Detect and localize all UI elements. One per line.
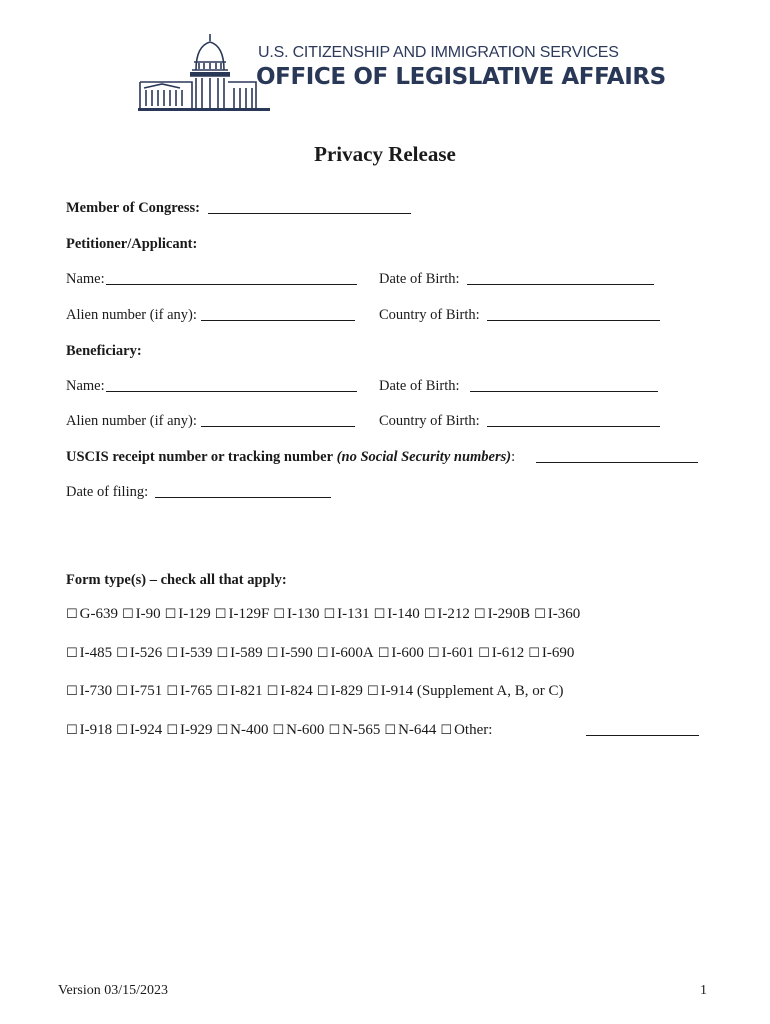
petitioner-dob-field[interactable]	[467, 271, 654, 285]
checkbox-icon[interactable]: ☐	[216, 723, 229, 738]
form-type-option[interactable]	[216, 722, 270, 738]
form-type-label: I-130	[286, 606, 320, 622]
form-type-option[interactable]	[116, 722, 164, 738]
checkbox-icon[interactable]: ☐	[384, 723, 397, 738]
form-type-option[interactable]	[216, 645, 264, 661]
beneficiary-heading: Beneficiary:	[66, 343, 142, 359]
form-type-label: Other:	[454, 722, 493, 738]
page-title: Privacy Release	[314, 142, 456, 166]
form-type-row-1	[66, 606, 584, 623]
form-type-option[interactable]	[534, 606, 582, 622]
form-type-label: I-751	[129, 683, 163, 699]
checkbox-icon[interactable]: ☐	[377, 646, 390, 661]
form-type-label: I-526	[129, 645, 163, 661]
checkbox-icon[interactable]: ☐	[272, 723, 285, 738]
checkbox-icon[interactable]: ☐	[534, 607, 546, 622]
checkbox-icon[interactable]: ☐	[66, 607, 78, 622]
checkbox-icon[interactable]: ☐	[316, 684, 329, 699]
checkbox-icon[interactable]: ☐	[266, 684, 279, 699]
form-type-label: I-600	[391, 645, 424, 661]
other-form-field[interactable]	[586, 722, 699, 736]
date-of-filing-label: Date of filing:	[66, 484, 149, 500]
form-type-label: I-914 (Supplement A, B, or C)	[380, 683, 564, 699]
beneficiary-dob-field[interactable]	[470, 378, 658, 392]
checkbox-icon[interactable]: ☐	[121, 607, 134, 622]
checkbox-icon[interactable]: ☐	[116, 684, 128, 699]
form-type-label: I-924	[129, 722, 163, 738]
form-type-option[interactable]	[116, 683, 164, 699]
form-type-label: I-290B	[487, 606, 531, 622]
checkbox-icon[interactable]: ☐	[166, 684, 178, 699]
form-type-option[interactable]	[273, 606, 321, 622]
form-type-option[interactable]	[166, 645, 214, 661]
checkbox-icon[interactable]: ☐	[216, 684, 229, 699]
date-of-filing-field[interactable]	[155, 484, 331, 498]
form-type-label: I-131	[337, 606, 370, 622]
form-type-label: I-765	[179, 683, 213, 699]
petitioner-alien-label: Alien number (if any):	[66, 307, 197, 323]
capitol-building-icon	[138, 32, 270, 112]
checkbox-icon[interactable]: ☐	[116, 723, 128, 738]
petitioner-alien-field[interactable]	[201, 307, 355, 321]
checkbox-icon[interactable]: ☐	[216, 646, 229, 661]
form-type-label: I-929	[179, 722, 213, 738]
form-type-label: I-129F	[228, 606, 270, 622]
form-type-option[interactable]	[328, 722, 382, 738]
form-type-option[interactable]	[66, 722, 114, 738]
form-type-label: I-690	[541, 645, 575, 661]
form-type-option[interactable]	[166, 683, 214, 699]
office-name: OFFICE OF LEGISLATIVE AFFAIRS	[256, 64, 666, 90]
petitioner-cob-field[interactable]	[487, 307, 660, 321]
version-label: Version 03/15/2023	[58, 983, 169, 998]
checkbox-icon[interactable]: ☐	[273, 607, 285, 622]
petitioner-heading: Petitioner/Applicant:	[66, 236, 198, 252]
form-type-row-4	[66, 722, 496, 739]
form-type-label: I-824	[280, 683, 313, 699]
checkbox-icon[interactable]: ☐	[316, 646, 329, 661]
petitioner-cob-label: Country of Birth:	[379, 307, 480, 323]
checkbox-icon[interactable]: ☐	[373, 607, 386, 622]
page-number: 1	[700, 983, 707, 998]
form-type-option[interactable]	[317, 645, 376, 661]
checkbox-icon[interactable]: ☐	[528, 646, 540, 661]
beneficiary-alien-field[interactable]	[201, 413, 355, 427]
form-type-option[interactable]	[528, 645, 576, 661]
form-type-option[interactable]	[384, 722, 438, 738]
form-type-label: N-400	[230, 722, 269, 738]
checkbox-icon[interactable]: ☐	[423, 607, 436, 622]
form-type-label: N-644	[398, 722, 437, 738]
form-type-label: I-212	[437, 606, 470, 622]
receipt-label: USCIS receipt number or tracking number	[66, 449, 334, 465]
beneficiary-cob-label: Country of Birth:	[379, 413, 480, 429]
form-type-label: I-590	[280, 645, 313, 661]
checkbox-icon[interactable]: ☐	[214, 607, 227, 622]
receipt-number-field[interactable]	[536, 449, 698, 463]
checkbox-icon[interactable]: ☐	[66, 723, 78, 738]
form-type-label: I-539	[179, 645, 213, 661]
form-type-label: I-918	[79, 722, 113, 738]
form-type-option[interactable]	[424, 606, 472, 622]
agency-name: U.S. CITIZENSHIP AND IMMIGRATION SERVICES	[258, 44, 619, 61]
form-type-label: I-90	[135, 606, 161, 622]
form-type-option[interactable]	[374, 606, 422, 622]
checkbox-icon[interactable]: ☐	[440, 723, 453, 738]
form-type-label: I-730	[79, 683, 113, 699]
checkbox-icon[interactable]: ☐	[164, 607, 177, 622]
petitioner-name-label: Name:	[66, 271, 105, 287]
checkbox-icon[interactable]: ☐	[66, 646, 78, 661]
form-type-option[interactable]	[66, 606, 120, 622]
checkbox-icon[interactable]: ☐	[66, 684, 78, 699]
checkbox-icon[interactable]: ☐	[166, 723, 178, 738]
form-type-row-2	[66, 645, 578, 662]
form-type-label: I-485	[79, 645, 113, 661]
form-type-option[interactable]	[215, 606, 272, 622]
form-type-option[interactable]	[165, 606, 213, 622]
form-type-option[interactable]	[66, 645, 114, 661]
form-type-option[interactable]	[367, 683, 566, 699]
form-type-option[interactable]	[122, 606, 163, 622]
form-type-option[interactable]	[317, 683, 365, 699]
form-type-label: I-129	[178, 606, 211, 622]
form-type-option[interactable]	[166, 722, 214, 738]
beneficiary-name-field[interactable]	[106, 378, 357, 392]
petitioner-name-field[interactable]	[106, 271, 357, 285]
form-type-label: I-360	[547, 606, 581, 622]
form-type-label: I-140	[387, 606, 420, 622]
form-type-option[interactable]	[272, 722, 326, 738]
form-type-label: N-565	[342, 722, 381, 738]
form-type-label: G-639	[79, 606, 118, 622]
beneficiary-alien-label: Alien number (if any):	[66, 413, 197, 429]
checkbox-icon[interactable]: ☐	[323, 607, 336, 622]
form-type-label: I-829	[330, 683, 363, 699]
petitioner-dob-label: Date of Birth:	[379, 271, 460, 287]
form-type-label: I-600A	[330, 645, 374, 661]
form-type-option[interactable]	[116, 645, 164, 661]
form-type-label: I-589	[230, 645, 263, 661]
beneficiary-name-label: Name:	[66, 378, 105, 394]
form-type-option[interactable]	[267, 645, 315, 661]
form-type-label: I-601	[441, 645, 475, 661]
form-type-option[interactable]	[267, 683, 315, 699]
form-type-option[interactable]	[474, 606, 532, 622]
receipt-note: (no Social Security numbers)	[336, 449, 512, 465]
beneficiary-dob-label: Date of Birth:	[379, 378, 460, 394]
form-type-option[interactable]	[216, 683, 264, 699]
form-type-option[interactable]	[378, 645, 426, 661]
form-types-heading: Form type(s) – check all that apply:	[66, 572, 287, 588]
checkbox-icon[interactable]: ☐	[328, 723, 341, 738]
checkbox-icon[interactable]: ☐	[116, 646, 128, 661]
member-of-congress-field[interactable]	[208, 200, 411, 214]
form-type-row-3	[66, 683, 568, 700]
form-type-label: N-600	[286, 722, 325, 738]
form-type-option[interactable]	[478, 645, 526, 661]
member-of-congress-label: Member of Congress:	[66, 200, 200, 216]
form-type-option[interactable]	[66, 683, 114, 699]
form-type-option[interactable]	[323, 606, 371, 622]
form-type-label: I-821	[230, 683, 263, 699]
receipt-colon: :	[511, 449, 516, 465]
checkbox-icon[interactable]: ☐	[473, 607, 486, 622]
beneficiary-cob-field[interactable]	[487, 413, 660, 427]
checkbox-icon[interactable]: ☐	[266, 646, 279, 661]
form-type-label: I-612	[491, 645, 525, 661]
form-type-option[interactable]	[428, 645, 476, 661]
checkbox-icon[interactable]: ☐	[427, 646, 440, 661]
checkbox-icon[interactable]: ☐	[478, 646, 490, 661]
checkbox-icon[interactable]: ☐	[366, 684, 379, 699]
checkbox-icon[interactable]: ☐	[166, 646, 178, 661]
form-type-option[interactable]	[440, 722, 494, 738]
receipt-label-row	[66, 449, 515, 466]
